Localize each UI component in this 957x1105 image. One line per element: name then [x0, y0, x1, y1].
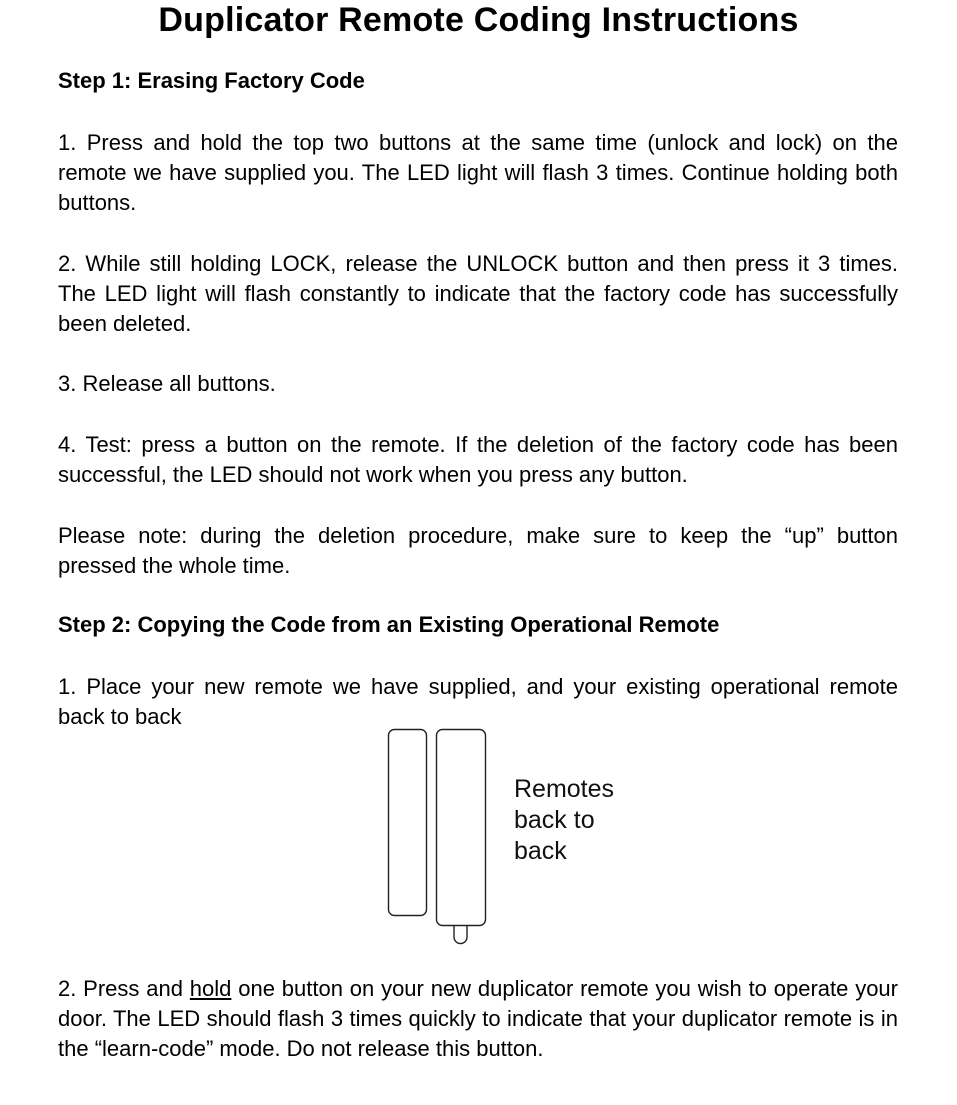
remotes-back-to-back-figure — [385, 726, 645, 951]
underlined-hold: hold — [189, 976, 232, 1001]
figure-label: Remotes back to back — [514, 775, 615, 865]
remotes-illustration — [385, 726, 515, 951]
step2-item-2-end: one button on your new duplicator remote you wish to operate your door. The LED should flash 3 times quickly to indicate that your duplicator remote is in the “learn-code” mode. Do not release this button. — [58, 976, 898, 1061]
step1-item-1: 1. Press and hold the top two buttons at the same time (unlock and lock) on the remote we have supplied you. The LED light will flash 3 times. Continue holding both buttons. — [58, 130, 898, 215]
new-remote-shape — [437, 730, 486, 926]
step2-item-2 — [58, 974, 898, 1064]
page-title: Duplicator Remote Coding Instructions — [158, 1, 799, 39]
step1-item-3: 3. Release all buttons. — [58, 371, 276, 396]
step1-heading: Step 1: Erasing Factory Code — [58, 68, 365, 93]
step2-item-1: 1. Place your new remote we have supplied, and your existing operational remote back to back — [58, 674, 898, 729]
existing-remote-shape — [389, 730, 427, 916]
step1-note: Please note: during the deletion procedure, make sure to keep the “up” button pressed the whole time. — [58, 523, 898, 578]
step2-heading: Step 2: Copying the Code from an Existing Operational Remote — [58, 612, 720, 637]
remote-keyring-loop — [454, 926, 467, 944]
step1-item-2: 2. While still holding LOCK, release the UNLOCK button and then press it 3 times. The LED light will flash constantly to indicate that the factory code has successfully been deleted. — [58, 251, 898, 336]
step1-item-4: 4. Test: press a button on the remote. If the deletion of the factory code has been successful, the LED should not work when you press any button. — [58, 432, 898, 487]
step2-item-2-start: 2. Press and — [58, 976, 190, 1001]
